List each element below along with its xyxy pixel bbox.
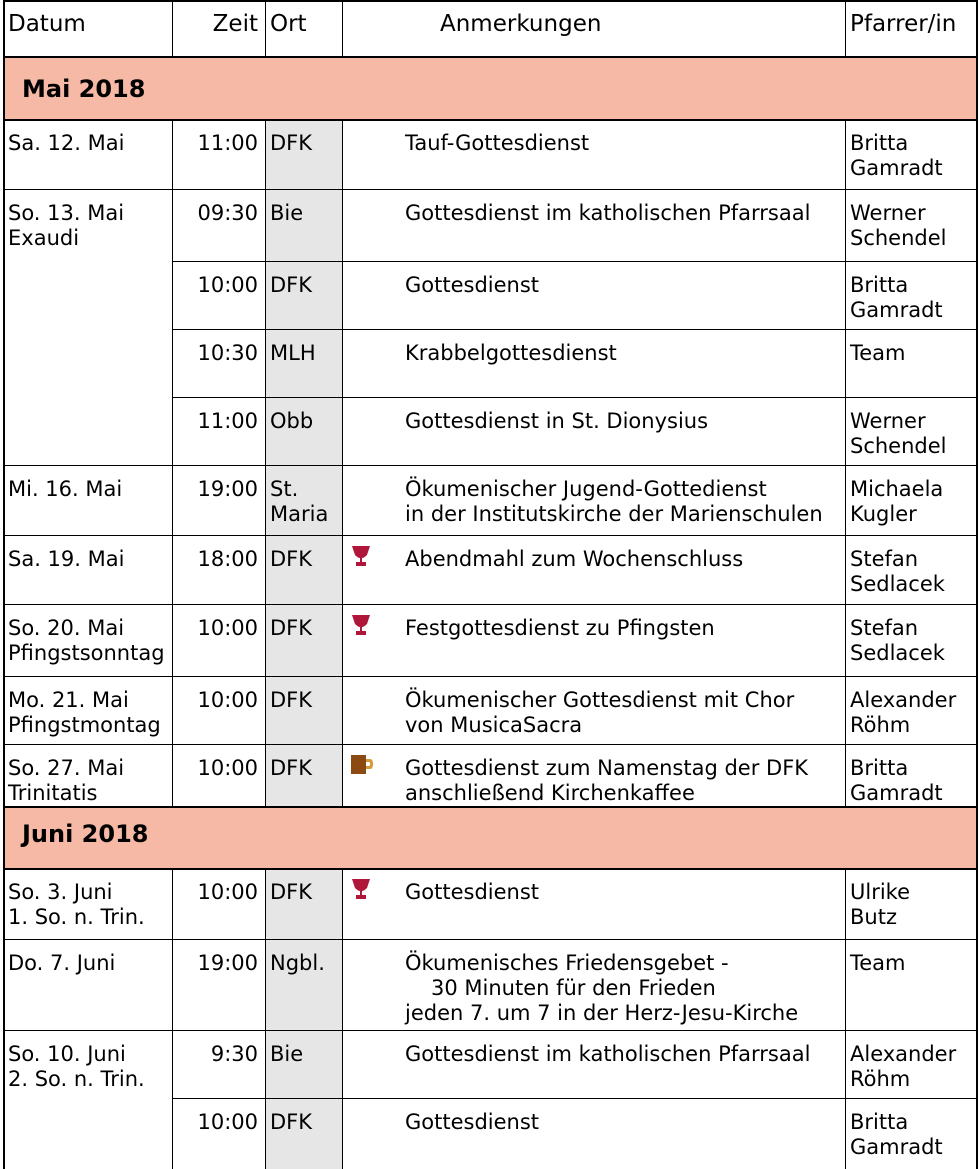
row-pfarrer: Team [850, 341, 906, 365]
row-note-line2: 30 Minuten für den Frieden [431, 976, 716, 1000]
row-time: 11:00 [197, 131, 258, 155]
row-separator [3, 676, 978, 677]
row-time: 11:00 [197, 409, 258, 433]
row-note-line2: in der Institutskirche der Marienschulen [405, 502, 823, 526]
row-pfarrer-line2: Kugler [850, 502, 917, 526]
month-title-june: Juni 2018 [22, 820, 149, 848]
row-pfarrer-line2: Röhm [850, 713, 911, 737]
header-column-separator [845, 0, 846, 57]
row-date: So. 27. Mai [8, 756, 125, 780]
row-note: Gottesdienst im katholischen Pfarrsaal [405, 201, 811, 225]
row-date-detail: 2. So. n. Trin. [8, 1067, 145, 1091]
row-separator [3, 1030, 978, 1031]
column-separator [265, 869, 266, 1169]
row-ort: DFK [270, 880, 313, 904]
row-pfarrer-line2: Sedlacek [850, 572, 945, 596]
row-ort: Obb [270, 409, 314, 433]
row-date-detail: 1. So. n. Trin. [8, 905, 145, 929]
coffee-cup-icon [350, 754, 374, 776]
row-ort: DFK [270, 756, 313, 780]
month-band-may [3, 57, 978, 120]
row-pfarrer: Alexander [850, 688, 957, 712]
row-pfarrer-line2: Gamradt [850, 156, 943, 180]
row-ort: DFK [270, 1110, 313, 1134]
row-ort: DFK [270, 688, 313, 712]
row-date-detail: Exaudi [8, 226, 80, 250]
row-pfarrer: Werner [850, 201, 926, 225]
row-pfarrer: Britta [850, 1110, 909, 1134]
row-pfarrer: Britta [850, 273, 909, 297]
row-date: Mo. 21. Mai [8, 688, 129, 712]
row-ort: Bie [270, 201, 304, 225]
header-anmerkungen: Anmerkungen [440, 11, 602, 37]
row-ort: St. [270, 477, 299, 501]
row-note: Ökumenisches Friedensgebet - [405, 951, 729, 975]
row-time: 09:30 [197, 201, 258, 225]
chalice-icon [350, 545, 372, 567]
row-pfarrer-line2: Butz [850, 905, 897, 929]
column-separator [172, 120, 173, 807]
month-band-top-line [3, 806, 978, 808]
row-pfarrer-line2: Röhm [850, 1067, 911, 1091]
row-time: 10:30 [197, 341, 258, 365]
row-separator [3, 604, 978, 605]
column-separator [172, 869, 173, 1169]
row-pfarrer: Ulrike [850, 880, 911, 904]
row-separator [172, 329, 978, 330]
row-time: 10:00 [197, 880, 258, 904]
row-note: Krabbelgottesdienst [405, 341, 617, 365]
row-date: So. 3. Juni [8, 880, 113, 904]
month-band-bottom-line [3, 868, 978, 870]
row-pfarrer: Stefan [850, 616, 919, 640]
column-separator [265, 120, 266, 807]
row-separator [3, 939, 978, 940]
header-ort: Ort [270, 11, 307, 37]
row-separator [3, 535, 978, 536]
row-note: Abendmahl zum Wochenschluss [405, 547, 744, 571]
chalice-icon [350, 614, 372, 636]
row-time: 19:00 [197, 951, 258, 975]
row-date: So. 20. Mai [8, 616, 125, 640]
column-separator [342, 120, 343, 807]
row-note: Gottesdienst [405, 880, 540, 904]
row-ort-line2: Maria [270, 502, 329, 526]
row-note-line2: von MusicaSacra [405, 713, 583, 737]
row-separator [172, 397, 978, 398]
row-ort: DFK [270, 273, 313, 297]
table-border-left [3, 0, 5, 1169]
header-bottom-line [3, 56, 978, 58]
row-note: Gottesdienst [405, 273, 540, 297]
row-note-line2: anschließend Kirchenkaffee [405, 781, 695, 805]
row-date-detail: Pfingstsonntag [8, 641, 165, 665]
header-zeit: Zeit [212, 11, 258, 37]
header-column-separator [172, 0, 173, 57]
row-note: Tauf-Gottesdienst [405, 131, 590, 155]
row-pfarrer: Britta [850, 756, 909, 780]
row-separator [172, 261, 978, 262]
row-pfarrer: Michaela [850, 477, 944, 501]
row-separator [3, 189, 978, 190]
row-date: Sa. 19. Mai [8, 547, 125, 571]
month-band-june [3, 807, 978, 869]
row-date: Do. 7. Juni [8, 951, 116, 975]
row-pfarrer-line2: Schendel [850, 434, 947, 458]
row-time: 10:00 [197, 616, 258, 640]
row-date: Sa. 12. Mai [8, 131, 125, 155]
row-date: So. 13. Mai [8, 201, 125, 225]
row-pfarrer-line2: Sedlacek [850, 641, 945, 665]
row-pfarrer-line2: Gamradt [850, 781, 943, 805]
row-separator [3, 744, 978, 745]
row-date: So. 10. Juni [8, 1042, 126, 1066]
row-time: 10:00 [197, 1110, 258, 1134]
row-time: 9:30 [210, 1042, 258, 1066]
table-border-top [3, 0, 978, 2]
row-note: Gottesdienst [405, 1110, 540, 1134]
row-pfarrer: Stefan [850, 547, 919, 571]
column-separator [845, 869, 846, 1169]
header-pfarrer: Pfarrer/in [850, 11, 957, 37]
row-ort: DFK [270, 616, 313, 640]
row-ort: DFK [270, 547, 313, 571]
column-separator [342, 869, 343, 1169]
month-band-bottom-line [3, 119, 978, 121]
row-note: Gottesdienst in St. Dionysius [405, 409, 709, 433]
row-pfarrer-line2: Gamradt [850, 1135, 943, 1159]
row-pfarrer: Alexander [850, 1042, 957, 1066]
column-separator [845, 120, 846, 807]
row-note: Gottesdienst zum Namenstag der DFK [405, 756, 809, 780]
header-column-separator [342, 0, 343, 57]
table-border-right [976, 0, 978, 1169]
row-date-detail: Trinitatis [8, 781, 98, 805]
row-separator [172, 1098, 978, 1099]
row-pfarrer-line2: Gamradt [850, 298, 943, 322]
row-time: 10:00 [197, 273, 258, 297]
row-pfarrer: Team [850, 951, 906, 975]
row-time: 10:00 [197, 688, 258, 712]
row-pfarrer: Werner [850, 409, 926, 433]
month-title-may: Mai 2018 [22, 75, 146, 103]
row-separator [3, 465, 978, 466]
row-ort: Bie [270, 1042, 304, 1066]
header-column-separator [265, 0, 266, 57]
row-ort: DFK [270, 131, 313, 155]
row-note: Festgottesdienst zu Pfingsten [405, 616, 715, 640]
row-date-detail: Pfingstmontag [8, 713, 161, 737]
row-time: 10:00 [197, 756, 258, 780]
row-pfarrer-line2: Schendel [850, 226, 947, 250]
chalice-icon [350, 878, 372, 900]
row-time: 18:00 [197, 547, 258, 571]
row-ort: Ngbl. [270, 951, 325, 975]
header-datum: Datum [8, 11, 86, 37]
row-date: Mi. 16. Mai [8, 477, 123, 501]
row-time: 19:00 [197, 477, 258, 501]
row-note: Ökumenischer Jugend-Gottedienst [405, 477, 767, 501]
row-note: Ökumenischer Gottesdienst mit Chor [405, 688, 795, 712]
row-note-line3: jeden 7. um 7 in der Herz-Jesu-Kirche [405, 1001, 799, 1025]
row-pfarrer: Britta [850, 131, 909, 155]
row-ort: MLH [270, 341, 316, 365]
row-note: Gottesdienst im katholischen Pfarrsaal [405, 1042, 811, 1066]
